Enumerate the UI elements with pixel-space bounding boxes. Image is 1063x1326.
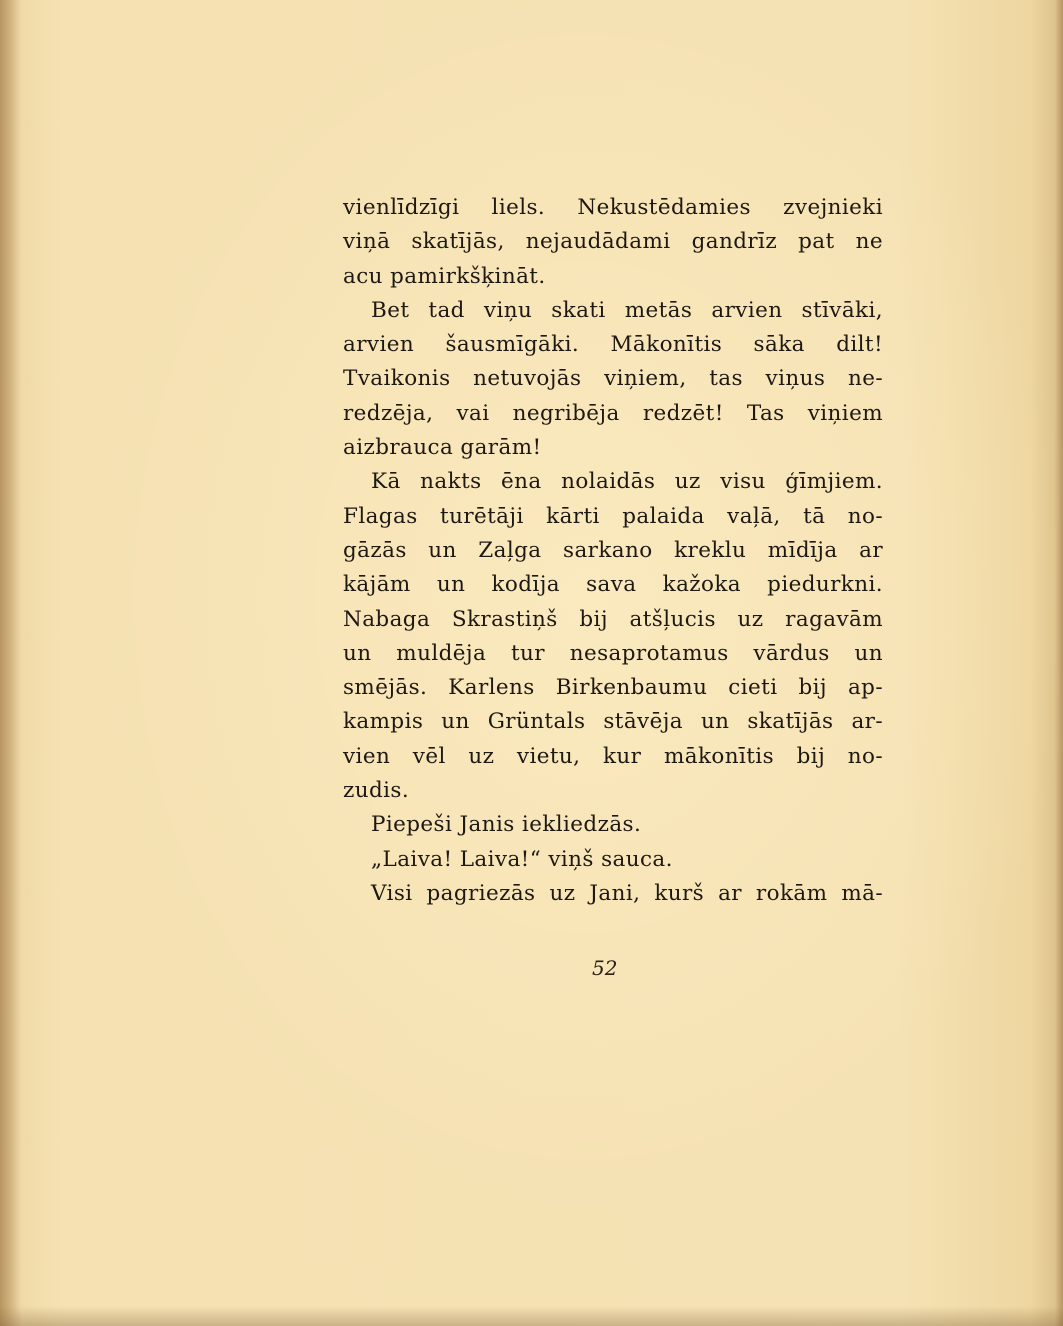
page-number: 52	[592, 956, 618, 980]
text-line: redzēja, vai negribēja redzēt! Tas viņiem	[343, 400, 883, 426]
gutter-shadow	[0, 0, 22, 1326]
text-line: kājām un kodīja sava kažoka piedurkni.	[343, 572, 883, 598]
text-line: arvien šausmīgāki. Mākonītis sāka dilt!	[343, 332, 883, 358]
text-line: vienlīdzīgi liels. Nekustēdamies zvejnieki	[343, 195, 883, 220]
body-text	[343, 191, 883, 911]
text-line: vien vēl uz vietu, kur mākonītis bij no-	[343, 743, 883, 769]
text-line: aizbrauca garām!	[343, 435, 542, 461]
text-line: Tvaikonis netuvojās viņiem, tas viņus ne-	[343, 366, 883, 392]
text-line: Nabaga Skrastiņš bij atšļucis uz ragavām	[343, 606, 883, 632]
text-line: smējās. Karlens Birkenbaumu cieti bij ap-	[343, 675, 883, 701]
text-line: „Laiva! Laiva!“ viņš sauca.	[371, 846, 673, 872]
text-line: zudis.	[343, 778, 410, 804]
page-right-edge	[1055, 0, 1063, 1326]
text-line: Visi pagriezās uz Jani, kurš ar rokām mā-	[371, 880, 883, 906]
page-bottom-edge	[0, 1306, 1063, 1326]
text-line: acu pamirkšķināt.	[343, 263, 546, 289]
text-line: un muldēja tur nesaprotamus vārdus un	[343, 640, 883, 666]
text-line: Bet tad viņu skati metās arvien stīvāki,	[371, 297, 883, 323]
text-line: Piepeši Janis iekliedzās.	[371, 812, 642, 838]
text-line: Kā nakts ēna nolaidās uz visu ģīmjiem.	[371, 469, 883, 495]
text-line: gāzās un Zaļga sarkano kreklu mīdīja ar	[343, 537, 883, 563]
text-line: kampis un Grüntals stāvēja un skatījās ar-	[343, 709, 883, 735]
text-line: viņā skatījās, nejaudādami gandrīz pat ne	[343, 229, 883, 255]
text-line: Flagas turētāji kārti palaida vaļā, tā no-	[343, 503, 883, 529]
